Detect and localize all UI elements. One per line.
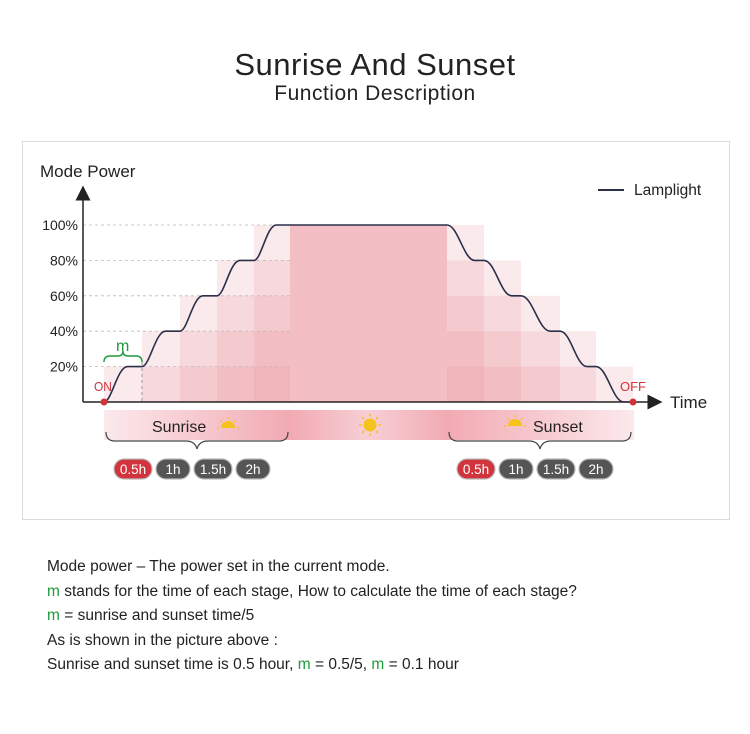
description-line-5: [47, 653, 577, 678]
y-tick-label: 60%: [49, 287, 78, 304]
m-symbol: m: [371, 656, 385, 673]
sunrise-time-option-3[interactable]: [194, 459, 232, 479]
y-tick-label: 20%: [49, 358, 78, 375]
sunrise-time-option-2[interactable]: [156, 459, 190, 479]
sunrise-label: Sunrise: [152, 419, 207, 436]
description-line-2: [47, 580, 577, 605]
sunset-time-option-2[interactable]: [499, 459, 533, 479]
time-pill-label: 1.5h: [542, 462, 570, 477]
description-text: = sunrise and sunset time/5: [59, 607, 255, 624]
off-dot: [630, 399, 637, 406]
sunrise-time-option-4[interactable]: [236, 459, 270, 479]
description-line-3: [47, 604, 577, 629]
time-pill-label: 1.5h: [199, 462, 227, 477]
page-subtitle: Function Description: [274, 82, 476, 105]
time-pill-label: 2h: [245, 462, 261, 477]
sunrise-time-option-1[interactable]: [114, 459, 152, 479]
description-text: = 0.1 hour: [384, 656, 459, 673]
description-line-4: As is shown in the picture above :: [47, 631, 278, 649]
legend-lamplight: Lamplight: [634, 182, 702, 199]
off-label: OFF: [620, 379, 646, 394]
sunrise-stage-band: [254, 225, 290, 402]
time-pill-label: 1h: [508, 462, 524, 477]
time-pill-label: 1h: [165, 462, 181, 477]
m-label: m: [116, 338, 130, 355]
description-text: Sunrise and sunset time is 0.5 hour,: [47, 656, 298, 673]
sunset-label: Sunset: [533, 419, 583, 436]
x-axis-label: Time: [670, 393, 708, 412]
sunset-time-options: [457, 459, 613, 479]
y-axis-label: Mode Power: [40, 162, 136, 181]
on-label: ON: [94, 379, 112, 395]
y-tick-label: 80%: [49, 252, 78, 269]
description: [47, 555, 577, 678]
sunset-time-option-4[interactable]: [579, 459, 613, 479]
y-tick-label: 40%: [49, 323, 78, 340]
y-tick-label: 100%: [42, 217, 78, 233]
time-pill-label: 2h: [588, 462, 604, 477]
description-text: = 0.5/5,: [310, 656, 372, 673]
description-line-1: Mode power – The power set in the current mode.: [47, 558, 390, 575]
page-title: Sunrise And Sunset: [234, 47, 516, 82]
m-symbol: m: [47, 607, 60, 624]
time-pill-label: 0.5h: [119, 462, 147, 477]
stage-bands: [104, 225, 633, 402]
time-pill-label: 0.5h: [462, 462, 490, 477]
full-power-band: [290, 225, 447, 402]
y-tick-labels: [42, 217, 78, 375]
sunset-time-option-1[interactable]: [457, 459, 495, 479]
sunset-time-option-3[interactable]: [537, 459, 575, 479]
sunrise-time-options: [114, 459, 270, 479]
description-text: stands for the time of each stage, How to calculate the time of each stage?: [59, 582, 577, 600]
m-symbol: m: [297, 656, 311, 673]
on-dot: [101, 399, 108, 406]
m-symbol: m: [47, 582, 60, 600]
